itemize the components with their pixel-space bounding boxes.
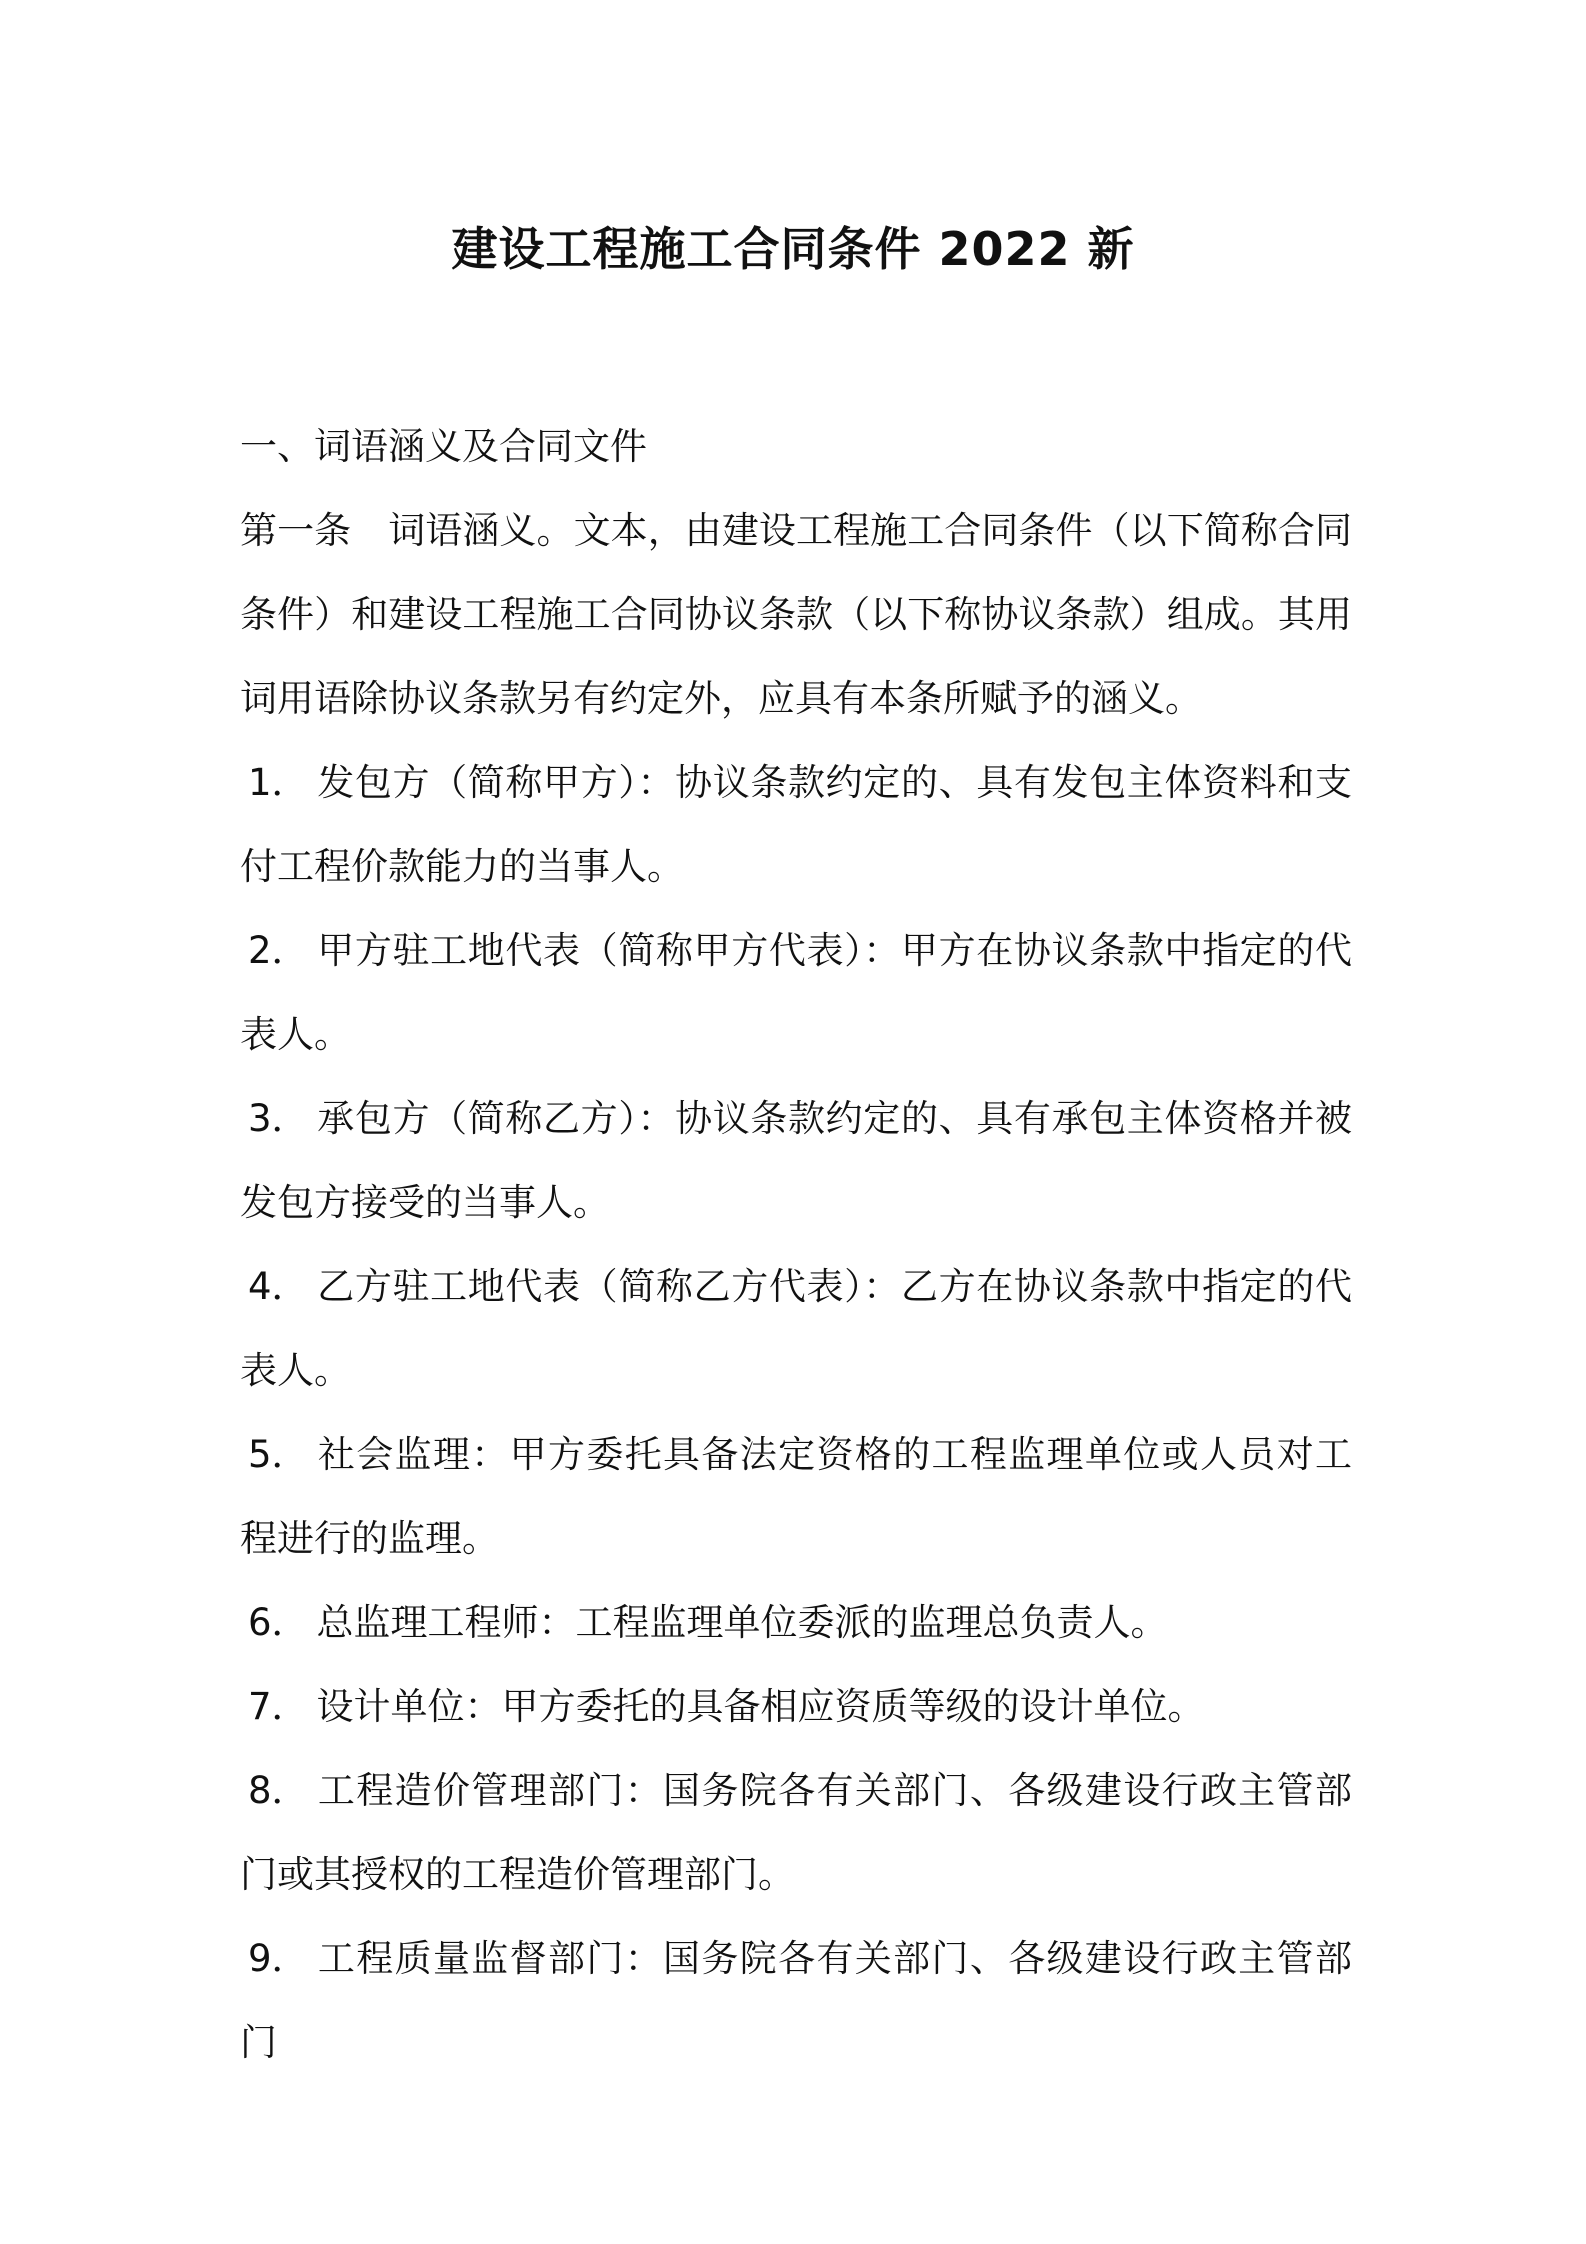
item-text: 工程质量监督部门：国务院各有关部门、各级建设行政主管部门 bbox=[240, 1937, 1352, 2064]
list-item bbox=[240, 1917, 1352, 2085]
list-item bbox=[240, 1665, 1352, 1749]
item-text: 甲方驻工地代表（简称甲方代表）：甲方在协议条款中指定的代表人。 bbox=[240, 929, 1352, 1056]
list-item bbox=[240, 741, 1352, 909]
list-item bbox=[240, 1413, 1352, 1581]
item-text: 社会监理：甲方委托具备法定资格的工程监理单位或人员对工程进行的监理。 bbox=[240, 1433, 1352, 1560]
list-item bbox=[240, 909, 1352, 1077]
clause-text: 词语涵义。文本，由建设工程施工合同条件（以下简称合同条件）和建设工程施工合同协议条款（以下称协议条款）组成。其用词用语除协议条款另有约定外，应具有本条所赋予的涵义。 bbox=[240, 509, 1353, 720]
item-number: 7． bbox=[248, 1685, 309, 1728]
item-number: 6． bbox=[248, 1601, 309, 1644]
item-text: 乙方驻工地代表（简称乙方代表）：乙方在协议条款中指定的代表人。 bbox=[240, 1265, 1352, 1392]
item-text: 设计单位：甲方委托的具备相应资质等级的设计单位。 bbox=[316, 1685, 1205, 1728]
item-number: 5． bbox=[248, 1433, 309, 1476]
item-number: 3． bbox=[248, 1097, 309, 1140]
item-number: 9． bbox=[248, 1937, 309, 1980]
item-text: 发包方（简称甲方）：协议条款约定的、具有发包主体资料和支付工程价款能力的当事人。 bbox=[240, 761, 1352, 888]
list-item bbox=[240, 1077, 1352, 1245]
clause-label: 第一条 bbox=[240, 509, 352, 552]
clause-paragraph bbox=[240, 489, 1352, 741]
list-item bbox=[240, 1581, 1352, 1665]
item-number: 2． bbox=[248, 929, 309, 972]
list-item bbox=[240, 1749, 1352, 1917]
document-body bbox=[240, 405, 1352, 2085]
item-number: 1． bbox=[248, 761, 309, 804]
item-text: 总监理工程师：工程监理单位委派的监理总负责人。 bbox=[316, 1601, 1168, 1644]
section-heading: 一、词语涵义及合同文件 bbox=[240, 425, 647, 468]
item-number: 8． bbox=[248, 1769, 309, 1812]
item-text: 承包方（简称乙方）：协议条款约定的、具有承包主体资格并被发包方接受的当事人。 bbox=[240, 1097, 1352, 1224]
document-title: 建设工程施工合同条件 2022 新 bbox=[451, 222, 1135, 276]
item-text: 工程造价管理部门：国务院各有关部门、各级建设行政主管部门或其授权的工程造价管理部门。 bbox=[240, 1769, 1352, 1896]
list-item bbox=[240, 1245, 1352, 1413]
item-number: 4． bbox=[248, 1265, 309, 1308]
